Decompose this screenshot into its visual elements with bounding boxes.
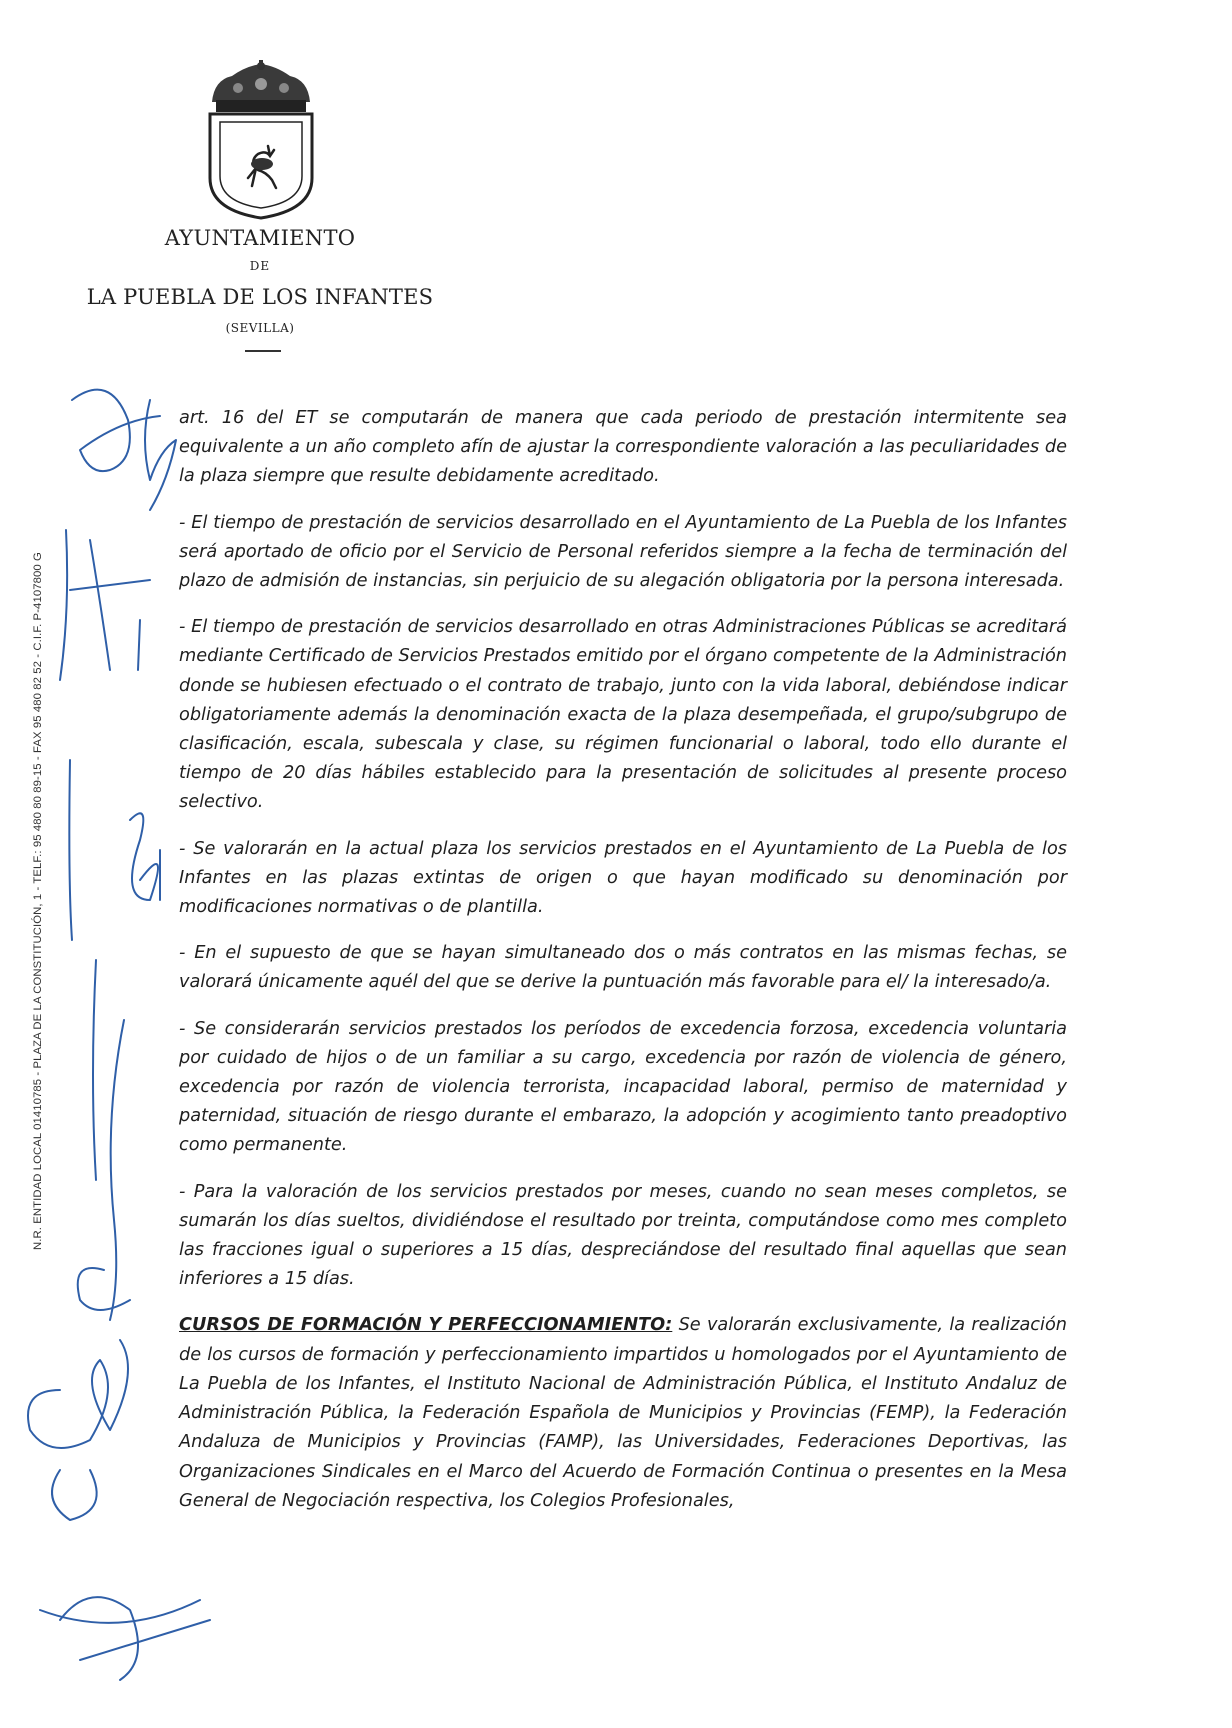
section-paragraph bbox=[179, 1311, 1067, 1515]
letterhead-province: (SEVILLA) bbox=[225, 321, 295, 335]
paragraph: - En el supuesto de que se hayan simultaneado dos o más contratos en las mismas fechas, se valorará únicamente aquél del que se derive la puntuación más favorable para el/ la interesado/a. bbox=[179, 943, 1067, 993]
coat-of-arms-icon bbox=[202, 60, 320, 220]
letterhead-de: DE bbox=[249, 259, 271, 273]
paragraph: - Se valorarán en la actual plaza los servicios prestados en el Ayuntamiento de La Puebla de los Infantes en las plazas extintas de origen o que hayan modificado su denominación por modificaciones normativas o de plantilla. bbox=[179, 838, 1067, 918]
paragraph: - El tiempo de prestación de servicios desarrollado en el Ayuntamiento de La Puebla de los Infantes será aportado de oficio por el Servicio de Personal referidos siempre a la fecha de terminación del plazo de admisión de instancias, sin perjuicio de su alegación obligatoria por la persona interesada. bbox=[179, 512, 1067, 592]
document-body bbox=[179, 404, 1067, 1533]
letterhead-divider bbox=[245, 350, 281, 352]
paragraph: - Se considerarán servicios prestados los períodos de excedencia forzosa, excedencia voluntaria por cuidado de hijos o de un familiar a su cargo, excedencia por razón de violencia de género, excedencia por razón de violencia terrorista, incapacidad laboral, permiso de maternidad y paternidad, situación de riesgo durante el embarazo, la adopción y acogimiento tanto preadoptivo como permanente. bbox=[179, 1018, 1067, 1156]
side-strip-info: N.R. ENTIDAD LOCAL 01410785 - PLAZA DE LA CONSTITUCIÓN, 1 - TELF.: 95 480 80 89-15 - FAX 95 480 82 52 - C.I.F. P-4107800 G bbox=[32, 552, 44, 1250]
letterhead-title: AYUNTAMIENTO bbox=[164, 226, 356, 250]
paragraph: art. 16 del ET se computarán de manera que cada periodo de prestación intermitente sea equivalente a un año completo afín de ajustar la correspondiente valoración a las peculiaridades de la plaza siempre que resulte debidamente acreditado. bbox=[179, 408, 1067, 487]
section-text: Se valorarán exclusivamente, la realización de los cursos de formación y perfeccionamiento impartidos u homologados por el Ayuntamiento de La Puebla de los Infantes, el Instituto Nacional de Administración Pública, el Instituto Andaluz de Administración Pública, la Federación Española de Municipios y Provincias (FEMP), la Federación Andaluza de Municipios y Provincias (FAMP), las Universidades, Federaciones Deportivas, las Organizaciones Sindicales en el Marco del Acuerdo de Formación Continua o presentes en la Mesa General de Negociación respectiva, los Colegios Profesionales, bbox=[179, 1315, 1067, 1511]
paragraph: - Para la valoración de los servicios prestados por meses, cuando no sean meses completos, se sumarán los días sueltos, dividiéndose el resultado por treinta, computándose como mes completo las fracciones igual o superiores a 15 días, despreciándose del resultado final aquellas que sean inferiores a 15 días. bbox=[179, 1181, 1067, 1290]
letterhead-municipality: LA PUEBLA DE LOS INFANTES bbox=[86, 285, 434, 309]
section-heading: CURSOS DE FORMACIÓN Y PERFECCIONAMIENTO: bbox=[179, 1315, 673, 1336]
paragraph: - El tiempo de prestación de servicios desarrollado en otras Administraciones Públicas se acreditará mediante Certificado de Servicios Prestados emitido por el órgano competente de la Administración donde se hubiesen efectuado o el contrato de trabajo, junto con la vida laboral, debiéndose indicar obligatoriamente además la denominación exacta de la plaza desempeñada, el grupo/subgrupo de clasificación, escala, subescala y clase, su régimen funcionarial o laboral, todo ello durante el tiempo de 20 días hábiles establecido para la presentación de solicitudes al presente proceso selectivo. bbox=[179, 617, 1067, 813]
